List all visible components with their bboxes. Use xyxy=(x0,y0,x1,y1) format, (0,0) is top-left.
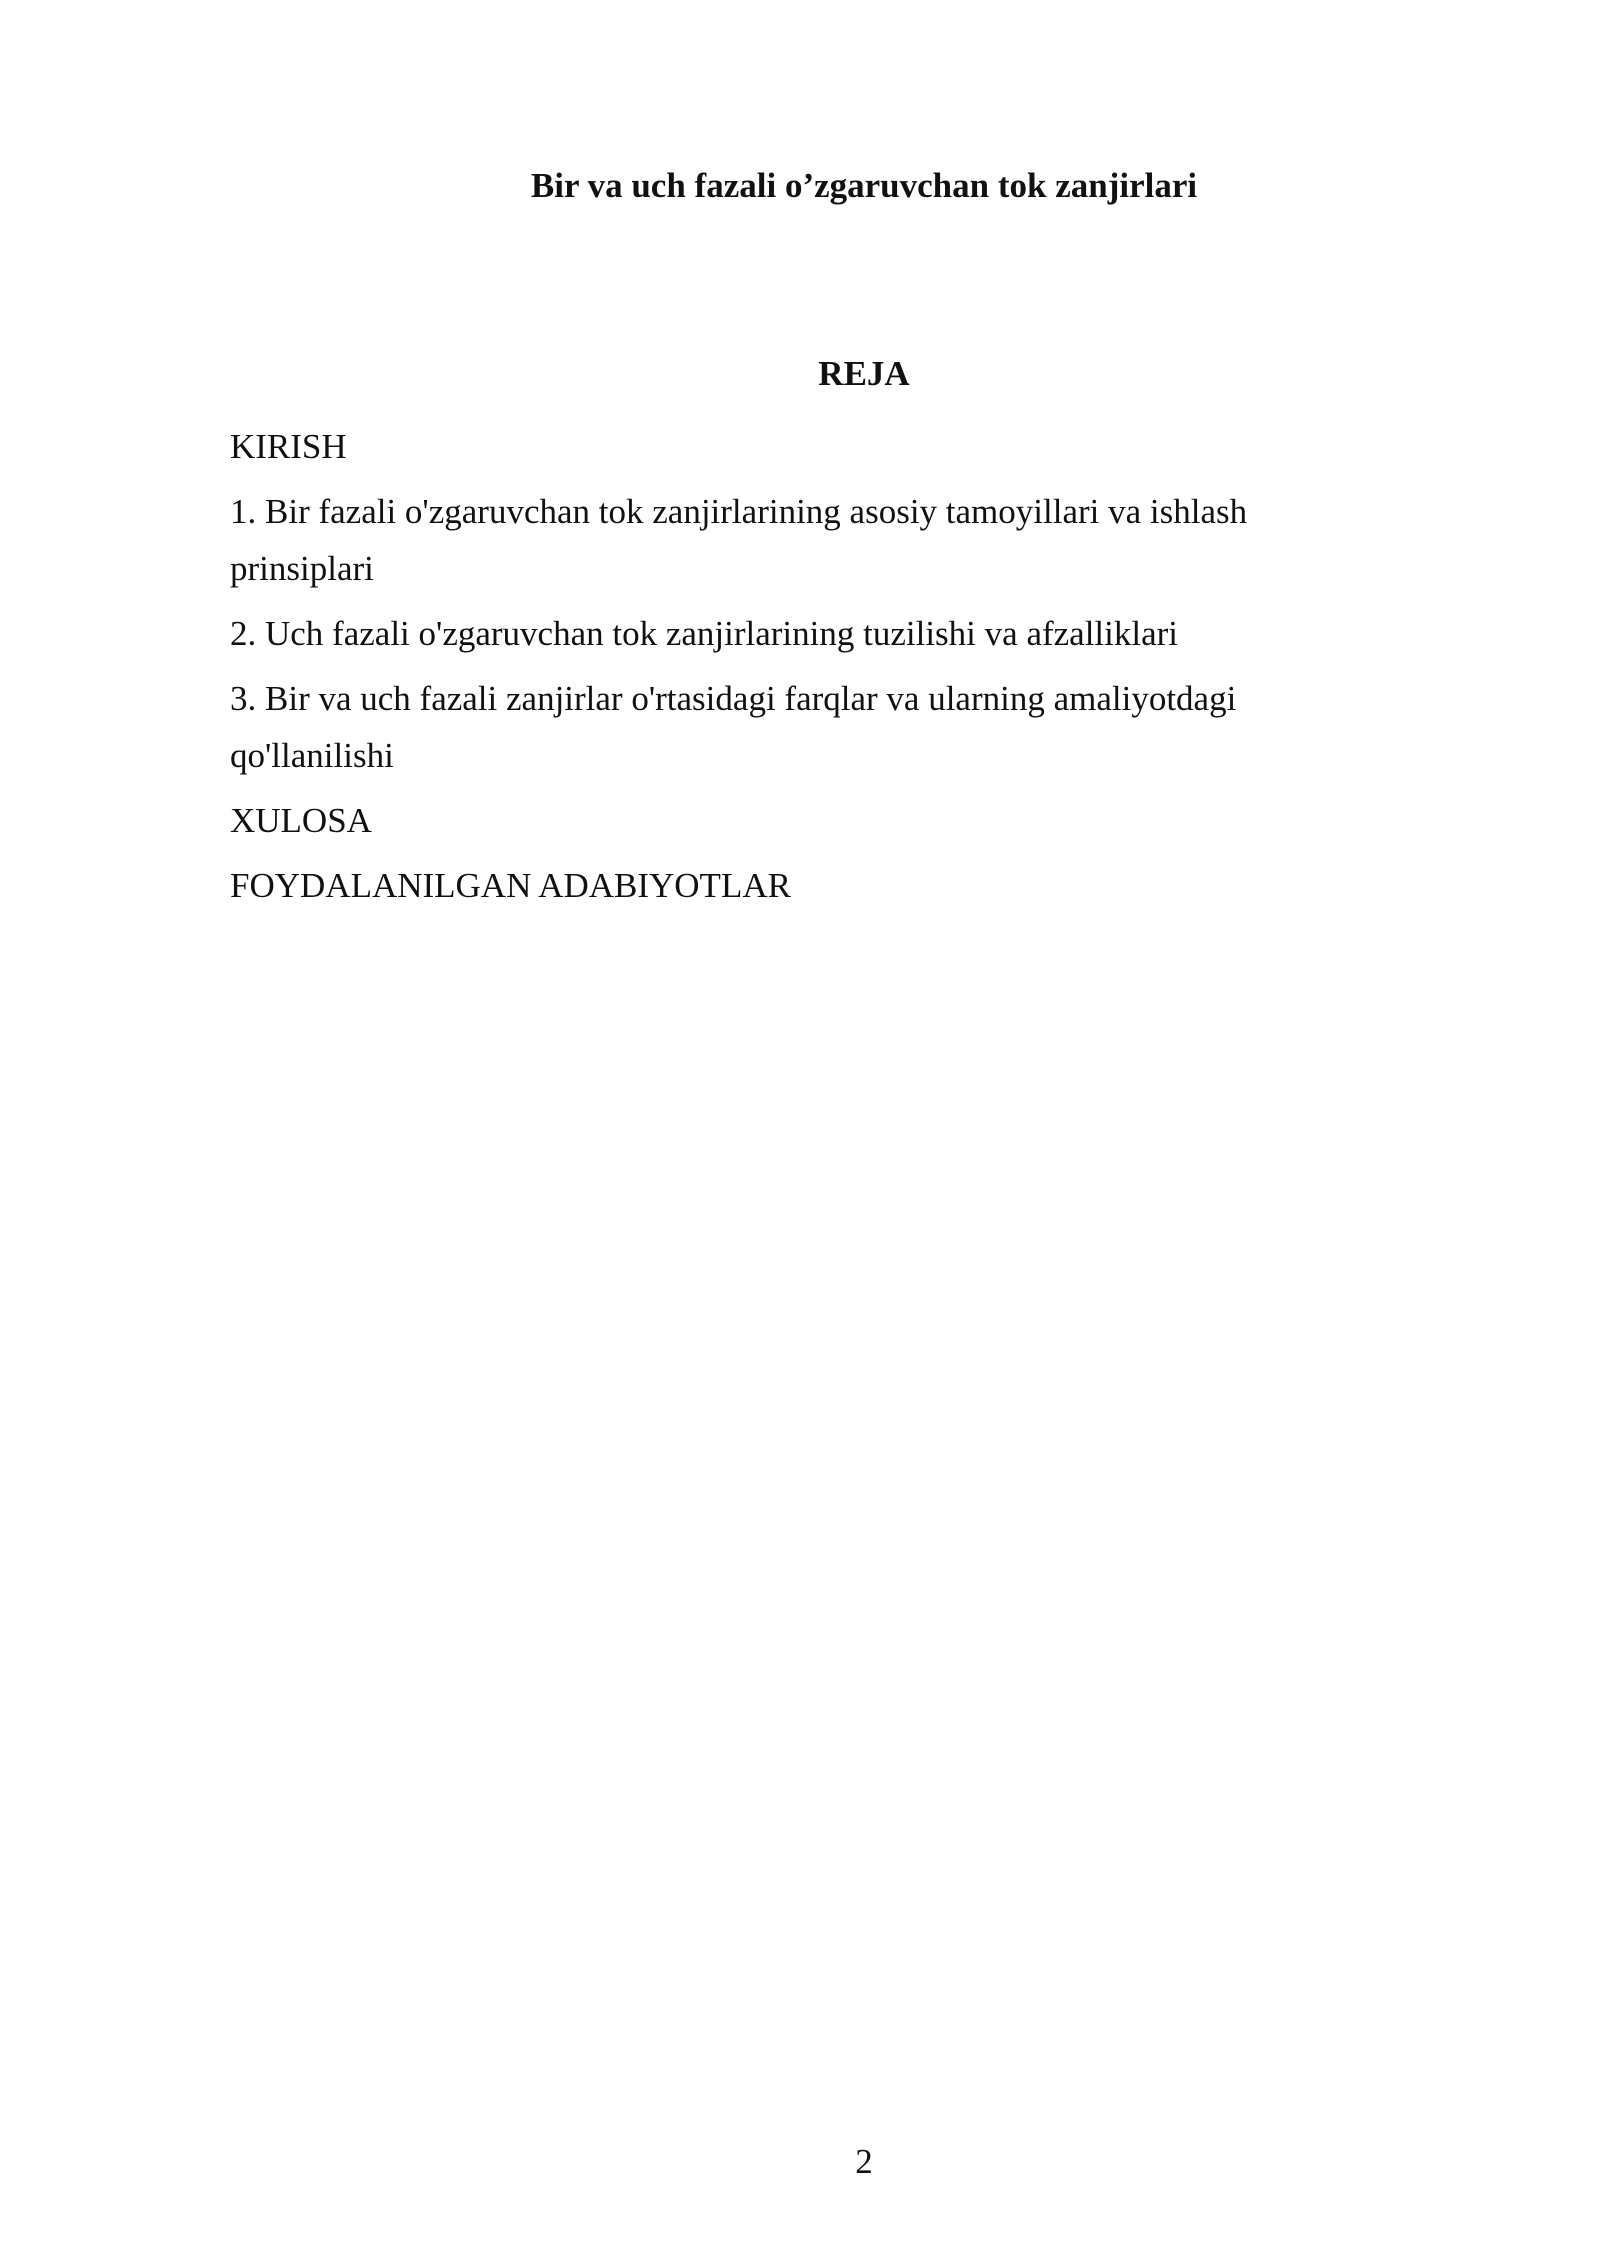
plan-list xyxy=(230,418,1350,922)
plan-item-references: FOYDALANILGAN ADABIYOTLAR xyxy=(230,866,791,905)
plan-item-1: 1. Bir fazali o'zgaruvchan tok zanjirlarining asosiy tamoyillari va ishlash prinsiplari xyxy=(230,492,1248,588)
plan-item-2: 2. Uch fazali o'zgaruvchan tok zanjirlarining tuzilishi va afzalliklari xyxy=(230,614,1179,653)
page-number: 2 xyxy=(855,2142,873,2181)
plan-item-3: 3. Bir va uch fazali zanjirlar o'rtasidagi farqlar va ularning amaliyotdagi qo'llanilishi xyxy=(230,679,1237,775)
document-title: Bir va uch fazali o’zgaruvchan tok zanjirlari xyxy=(530,166,1198,205)
plan-heading: REJA xyxy=(818,354,910,393)
plan-item-conclusion: XULOSA xyxy=(230,801,372,840)
plan-item-introduction: KIRISH xyxy=(230,427,347,466)
